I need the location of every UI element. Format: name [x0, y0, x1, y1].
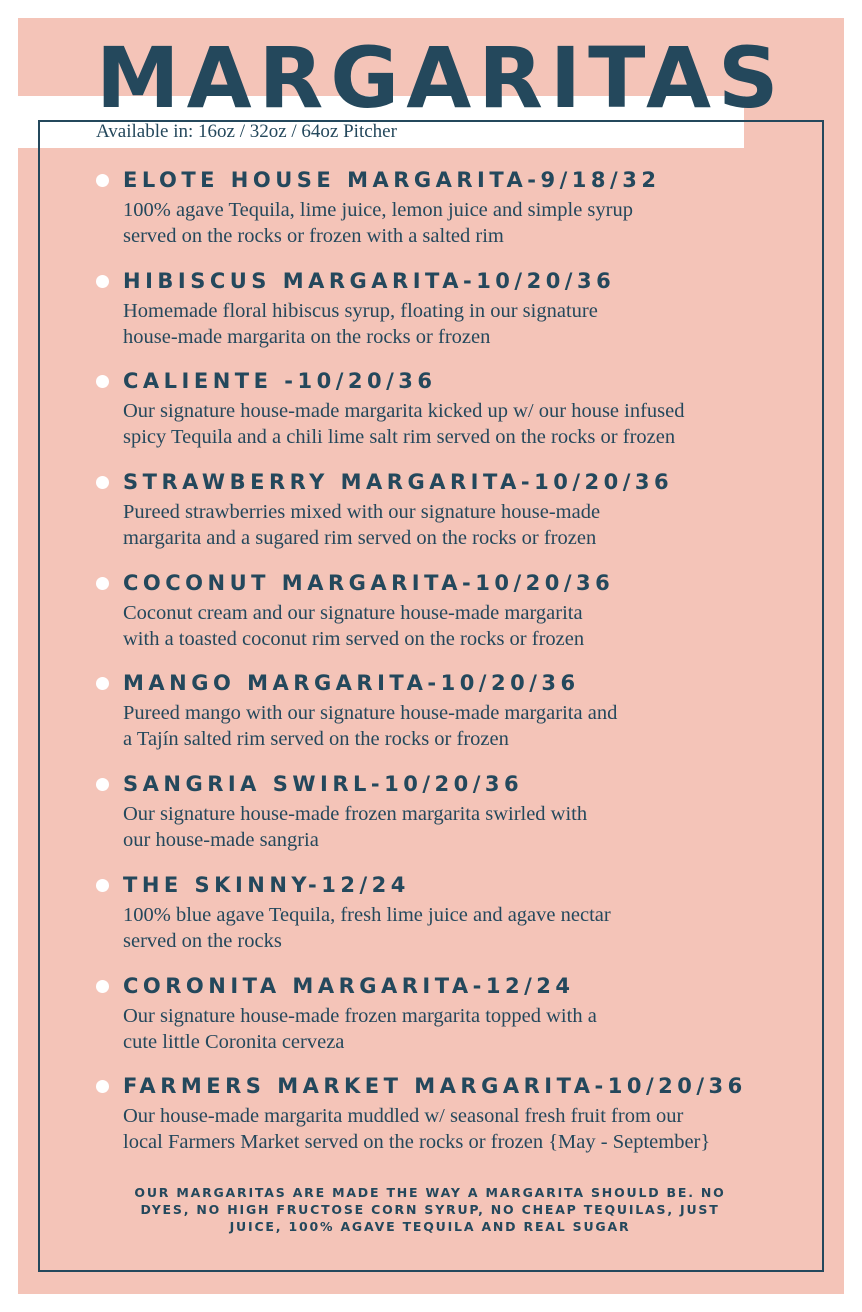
- bullet-icon: [96, 476, 109, 489]
- menu-item: [96, 466, 836, 567]
- description-line: Our house-made margarita muddled w/ seasonal fresh fruit from our: [123, 1105, 684, 1128]
- description-line: Pureed mango with our signature house-made margarita and: [123, 702, 618, 725]
- item-name: SANGRIA SWIRL-10/20/36: [123, 772, 524, 797]
- description-line: served on the rocks: [123, 929, 282, 952]
- item-description: [123, 1003, 597, 1055]
- bullet-icon: [96, 275, 109, 288]
- bullet-icon: [96, 879, 109, 892]
- menu-item: [96, 265, 836, 366]
- menu-item: [96, 1070, 836, 1171]
- item-description: [123, 902, 611, 954]
- description-line: Our signature house-made margarita kicked up w/ our house infused: [123, 400, 685, 423]
- item-name: FARMERS MARKET MARGARITA-10/20/36: [123, 1074, 747, 1099]
- item-description: [123, 298, 598, 350]
- description-line: served on the rocks or frozen with a salted rim: [123, 225, 504, 247]
- item-description: [123, 600, 584, 652]
- description-line: Coconut cream and our signature house-made margarita: [123, 601, 583, 624]
- item-name: CALIENTE -10/20/36: [123, 369, 437, 394]
- bullet-icon: [96, 375, 109, 388]
- item-name: STRAWBERRY MARGARITA-10/20/36: [123, 470, 674, 495]
- description-line: house-made margarita on the rocks or frozen: [123, 325, 491, 348]
- menu-item: [96, 768, 836, 869]
- footer-line: OUR MARGARITAS ARE MADE THE WAY A MARGARITA SHOULD BE. NO: [134, 1185, 726, 1200]
- item-description: [123, 398, 685, 450]
- description-line: Our signature house-made frozen margarita topped with a: [123, 1004, 597, 1027]
- description-line: 100% agave Tequila, lime juice, lemon juice and simple syrup: [123, 199, 633, 221]
- menu-title: MARGARITAS: [96, 29, 786, 127]
- description-line: spicy Tequila and a chili lime salt rim served on the rocks or frozen: [123, 426, 676, 449]
- menu-item: [96, 567, 836, 668]
- item-description: [123, 1103, 710, 1155]
- footer-note: [110, 1184, 750, 1235]
- item-name: THE SKINNY-12/24: [123, 872, 410, 897]
- menu-item: [96, 970, 836, 1071]
- description-line: 100% blue agave Tequila, fresh lime juice and agave nectar: [123, 903, 611, 926]
- menu-item: [96, 365, 836, 466]
- size-availability: Available in: 16oz / 32oz / 64oz Pitcher: [96, 121, 397, 142]
- item-name: COCONUT MARGARITA-10/20/36: [123, 570, 615, 595]
- description-line: local Farmers Market served on the rocks or frozen {May - September}: [123, 1131, 711, 1154]
- bullet-icon: [96, 1080, 109, 1093]
- menu-item: [96, 869, 836, 970]
- bullet-icon: [96, 577, 109, 590]
- bullet-icon: [96, 778, 109, 791]
- item-description: [123, 499, 600, 551]
- item-name: HIBISCUS MARGARITA-10/20/36: [123, 268, 616, 293]
- item-description: [123, 801, 587, 853]
- margarita-list: [96, 164, 836, 1171]
- menu-item: [96, 164, 836, 265]
- footer-line: DYES, NO HIGH FRUCTOSE CORN SYRUP, NO CHEAP TEQUILAS, JUST: [140, 1202, 720, 1217]
- footer-line: JUICE, 100% AGAVE TEQUILA AND REAL SUGAR: [229, 1219, 631, 1234]
- bullet-icon: [96, 677, 109, 690]
- menu-item: [96, 667, 836, 768]
- item-name: CORONITA MARGARITA-12/24: [123, 973, 575, 998]
- description-line: a Tajín salted rim served on the rocks or frozen: [123, 728, 509, 751]
- description-line: Pureed strawberries mixed with our signature house-made: [123, 501, 601, 524]
- bullet-icon: [96, 980, 109, 993]
- item-description: [123, 700, 617, 752]
- item-name: ELOTE HOUSE MARGARITA-9/18/32: [123, 168, 661, 192]
- description-line: Our signature house-made frozen margarita swirled with: [123, 803, 588, 826]
- description-line: margarita and a sugared rim served on the rocks or frozen: [123, 527, 597, 550]
- description-line: our house-made sangria: [123, 829, 319, 852]
- item-description: [123, 197, 633, 249]
- description-line: cute little Coronita cerveza: [123, 1030, 345, 1053]
- bullet-icon: [96, 174, 109, 187]
- description-line: with a toasted coconut rim served on the rocks or frozen: [123, 627, 585, 650]
- item-name: MANGO MARGARITA-10/20/36: [123, 671, 580, 696]
- description-line: Homemade floral hibiscus syrup, floating in our signature: [123, 299, 598, 322]
